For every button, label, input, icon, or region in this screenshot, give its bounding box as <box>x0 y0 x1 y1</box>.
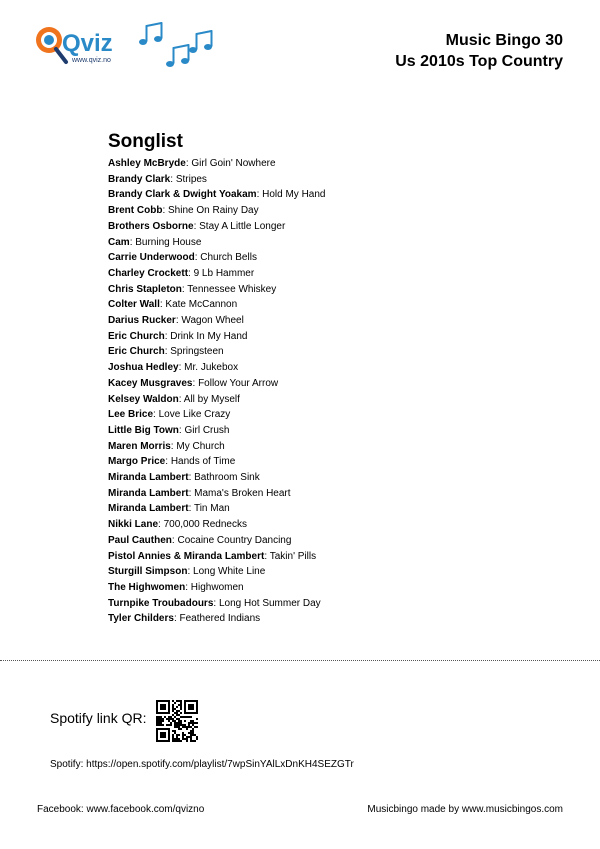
song-item: Paul Cauthen: Cocaine Country Dancing <box>108 534 292 546</box>
song-item: Brent Cobb: Shine On Rainy Day <box>108 205 259 217</box>
song-artist: Eric Church <box>108 346 165 358</box>
song-artist: Tyler Childers <box>108 613 174 625</box>
song-title: Church Bells <box>200 252 257 264</box>
song-artist: Nikki Lane <box>108 519 159 531</box>
song-item: Pistol Annies & Miranda Lambert: Takin' Pills <box>108 550 317 562</box>
spotify-qr-label: Spotify link QR: <box>50 710 147 726</box>
song-title: Follow Your Arrow <box>198 377 279 389</box>
song-artist: Carrie Underwood <box>108 252 195 264</box>
spotify-qr-code[interactable] <box>156 700 198 742</box>
song-artist: Brandy Clark & Dwight Yoakam <box>108 189 257 201</box>
song-title: Bathroom Sink <box>194 472 260 484</box>
song-item: Tyler Childers: Feathered Indians <box>108 613 261 625</box>
song-item: Brandy Clark: Stripes <box>108 173 207 185</box>
song-title: Kate McCannon <box>165 299 238 311</box>
song-artist: Miranda Lambert <box>108 487 189 499</box>
musicbingo-credit[interactable]: Musicbingo made by www.musicbingos.com <box>367 804 563 815</box>
song-item: Kelsey Waldon: All by Myself <box>108 393 240 405</box>
song-title: 9 Lb Hammer <box>193 267 255 279</box>
song-item: Miranda Lambert: Tin Man <box>108 503 230 515</box>
song-title: Shine On Rainy Day <box>168 205 259 217</box>
song-title: Takin' Pills <box>269 550 317 562</box>
song-item: Miranda Lambert: Mama's Broken Heart <box>108 487 291 499</box>
song-title: Girl Crush <box>184 424 230 436</box>
song-item: Margo Price: Hands of Time <box>108 456 236 468</box>
song-item: Sturgill Simpson: Long White Line <box>108 566 266 578</box>
song-artist: Little Big Town <box>108 424 179 436</box>
song-title: Mr. Jukebox <box>184 362 239 374</box>
song-artist: Pistol Annies & Miranda Lambert <box>108 550 265 562</box>
song-artist: Brandy Clark <box>108 173 171 185</box>
song-item: Colter Wall: Kate McCannon <box>108 299 238 311</box>
song-title: Stripes <box>175 173 207 185</box>
song-artist: Turnpike Troubadours <box>108 597 214 609</box>
song-item: Eric Church: Drink In My Hand <box>108 330 248 342</box>
song-title: Tin Man <box>193 503 230 515</box>
song-item: Lee Brice: Love Like Crazy <box>108 409 231 421</box>
song-item: Eric Church: Springsteen <box>108 346 224 358</box>
song-title: Hands of Time <box>170 456 236 468</box>
song-artist: The Highwomen <box>108 581 186 593</box>
song-title: Drink In My Hand <box>170 330 248 342</box>
svg-text:Qviz: Qviz <box>62 30 113 57</box>
song-title: All by Myself <box>183 393 240 405</box>
song-artist: Maren Morris <box>108 440 171 452</box>
song-item: Maren Morris: My Church <box>108 440 225 452</box>
header-title-block <box>395 30 563 72</box>
song-artist: Kacey Musgraves <box>108 377 193 389</box>
song-title: Wagon Wheel <box>181 315 244 327</box>
song-title: Long Hot Summer Day <box>218 597 321 609</box>
song-title: My Church <box>176 440 225 452</box>
song-artist: Brent Cobb <box>108 205 163 217</box>
song-item: Chris Stapleton: Tennessee Whiskey <box>108 283 277 295</box>
song-list <box>108 156 325 627</box>
song-item: Miranda Lambert: Bathroom Sink <box>108 472 260 484</box>
song-title: Mama's Broken Heart <box>194 487 291 499</box>
song-artist: Brothers Osborne <box>108 220 194 232</box>
song-artist: Kelsey Waldon <box>108 393 179 405</box>
song-artist: Paul Cauthen <box>108 534 172 546</box>
song-artist: Miranda Lambert <box>108 503 189 515</box>
song-artist: Cam <box>108 236 130 248</box>
song-title: Tennessee Whiskey <box>187 283 277 295</box>
song-title: Cocaine Country Dancing <box>177 534 292 546</box>
song-artist: Colter Wall <box>108 299 160 311</box>
song-title: Hold My Hand <box>262 189 326 201</box>
qviz-logo <box>36 20 118 72</box>
song-artist: Lee Brice <box>108 409 154 421</box>
song-title: Springsteen <box>170 346 224 358</box>
spotify-link[interactable]: Spotify: https://open.spotify.com/playlist/7wpSinYAlLxDnKH4SEZGTr <box>50 759 354 770</box>
song-title: 700,000 Rednecks <box>163 519 247 531</box>
song-title: Highwomen <box>190 581 244 593</box>
music-notes-icon <box>134 20 216 70</box>
svg-text:www.qviz.no: www.qviz.no <box>72 57 111 64</box>
song-title: Love Like Crazy <box>158 409 231 421</box>
dotted-divider <box>0 660 600 661</box>
song-artist: Darius Rucker <box>108 315 176 327</box>
song-item: The Highwomen: Highwomen <box>108 581 244 593</box>
song-item: Brandy Clark & Dwight Yoakam: Hold My Hand <box>108 189 326 201</box>
bingo-subtitle: Us 2010s Top Country <box>395 53 563 70</box>
song-item: Cam: Burning House <box>108 236 202 248</box>
song-title: Feathered Indians <box>179 613 261 625</box>
song-artist: Ashley McBryde <box>108 158 186 169</box>
song-item: Nikki Lane: 700,000 Rednecks <box>108 519 247 531</box>
song-artist: Sturgill Simpson <box>108 566 188 578</box>
song-artist: Eric Church <box>108 330 165 342</box>
song-artist: Joshua Hedley <box>108 362 179 374</box>
song-item: Carrie Underwood: Church Bells <box>108 252 257 264</box>
song-title: Girl Goin' Nowhere <box>191 158 276 169</box>
song-item: Turnpike Troubadours: Long Hot Summer Day <box>108 597 321 609</box>
song-title: Long White Line <box>193 566 266 578</box>
song-item: Darius Rucker: Wagon Wheel <box>108 315 244 327</box>
song-artist: Charley Crockett <box>108 267 189 279</box>
song-artist: Margo Price <box>108 456 166 468</box>
song-title: Burning House <box>135 236 202 248</box>
song-item: Charley Crockett: 9 Lb Hammer <box>108 267 255 279</box>
bingo-title: Music Bingo 30 <box>445 32 563 49</box>
song-artist: Miranda Lambert <box>108 472 189 484</box>
song-item: Brothers Osborne: Stay A Little Longer <box>108 220 286 232</box>
songlist-heading: Songlist <box>108 131 183 152</box>
song-item: Kacey Musgraves: Follow Your Arrow <box>108 377 279 389</box>
facebook-link[interactable]: Facebook: www.facebook.com/qvizno <box>37 804 205 815</box>
song-title: Stay A Little Longer <box>199 220 286 232</box>
song-item: Ashley McBryde: Girl Goin' Nowhere <box>108 158 276 169</box>
song-artist: Chris Stapleton <box>108 283 182 295</box>
song-item: Little Big Town: Girl Crush <box>108 424 230 436</box>
song-item: Joshua Hedley: Mr. Jukebox <box>108 362 239 374</box>
